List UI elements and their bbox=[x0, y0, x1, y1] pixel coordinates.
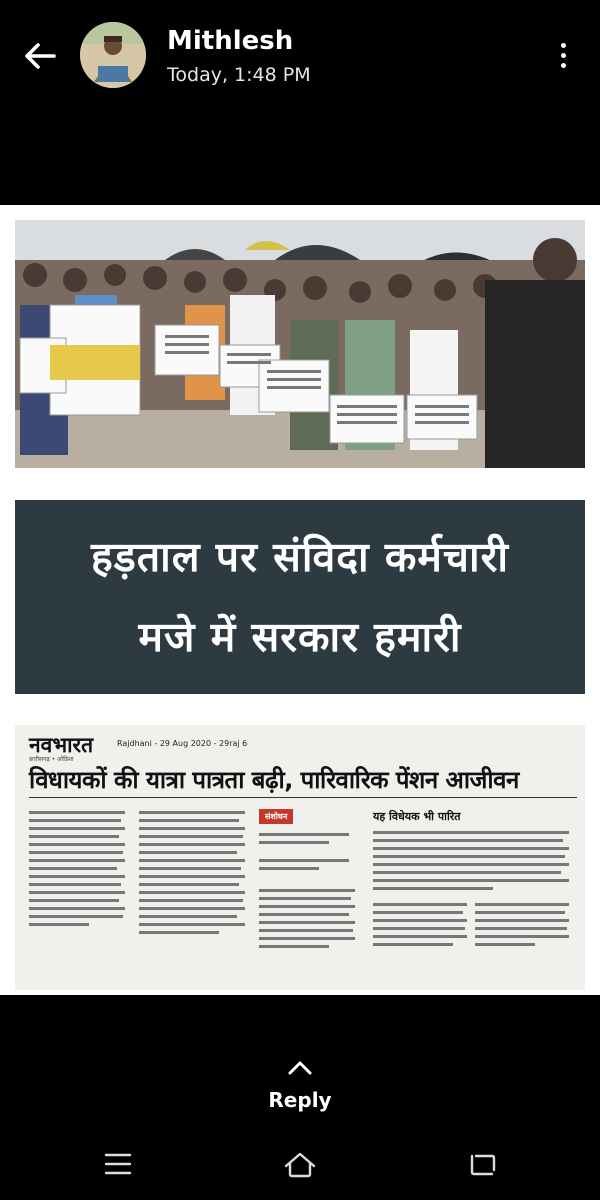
masthead-subtitle: छत्तीसगढ़ • ओडिशा bbox=[29, 756, 74, 763]
status-timestamp: Today, 1:48 PM bbox=[167, 64, 311, 86]
more-vert-icon[interactable] bbox=[548, 38, 578, 74]
recent-apps-icon[interactable] bbox=[100, 1148, 136, 1180]
sidebar-title: संशोधन bbox=[259, 809, 293, 824]
newspaper-clipping bbox=[15, 725, 585, 990]
arrow-back-icon[interactable] bbox=[18, 34, 62, 78]
home-icon[interactable] bbox=[282, 1148, 318, 1180]
banner-line-1: हड़ताल पर संविदा कर्मचारी bbox=[91, 533, 509, 581]
status-header bbox=[0, 0, 600, 110]
divider bbox=[29, 797, 577, 798]
article-column-right bbox=[373, 827, 573, 967]
newspaper-dateline: Rajdhani - 29 Aug 2020 - 29raj 6 bbox=[117, 739, 248, 748]
sidebar-column bbox=[259, 829, 359, 969]
status-image bbox=[0, 205, 600, 995]
article-column-2 bbox=[139, 807, 249, 967]
contact-name: Mithlesh bbox=[167, 26, 294, 56]
avatar[interactable] bbox=[80, 22, 146, 88]
chevron-up-icon[interactable] bbox=[284, 1058, 316, 1078]
slogan-banner bbox=[15, 500, 585, 694]
article-column-1 bbox=[29, 807, 129, 967]
right-box-title: यह विधेयक भी पारित bbox=[373, 810, 461, 823]
reply-button[interactable]: Reply bbox=[268, 1088, 332, 1112]
newspaper-masthead: नवभारत bbox=[29, 732, 94, 757]
protest-photo bbox=[15, 220, 585, 468]
back-nav-icon[interactable] bbox=[464, 1148, 500, 1180]
newspaper-headline: विधायकों की यात्रा पात्रता बढ़ी, पारिवारिक पेंशन आजीवन bbox=[29, 766, 519, 794]
banner-line-2: मजे में सरकार हमारी bbox=[138, 613, 462, 661]
